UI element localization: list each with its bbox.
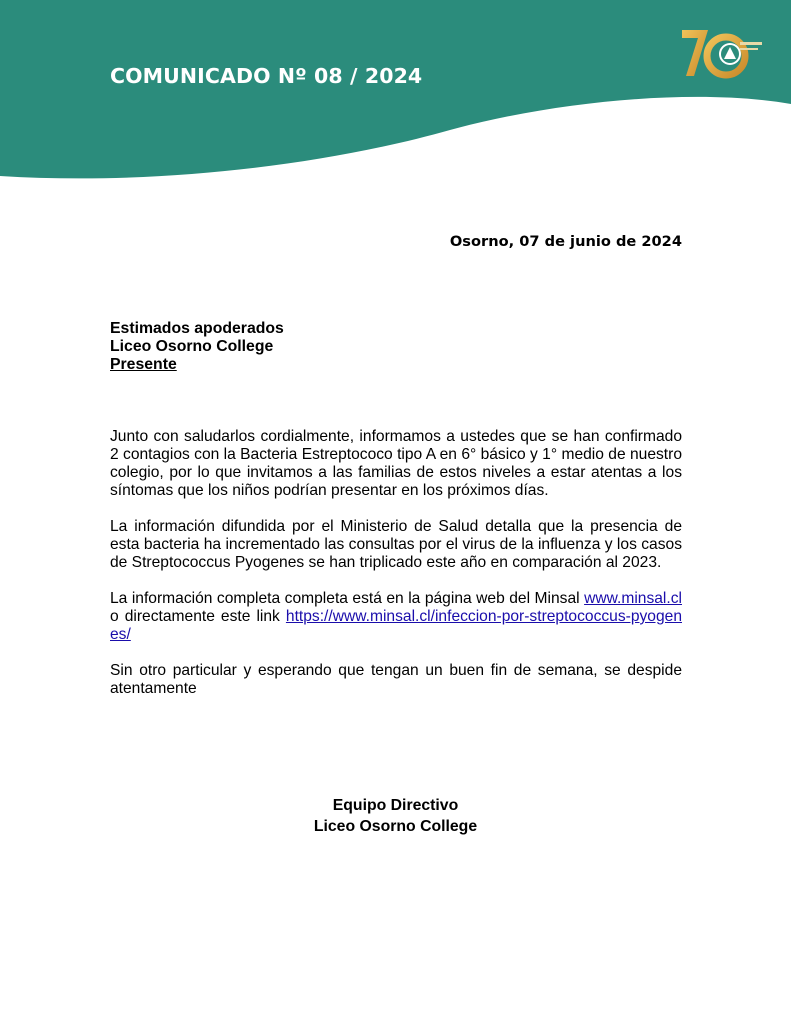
paragraph-1: Junto con saludarlos cordialmente, informamos a ustedes que se han confirmado 2 contagios con la Bacteria Estreptococo tipo A en 6° básico y 1° medio de nuestro colegio, por lo que invitamos a las familias de estos niveles a estar atentas a los síntomas que los niños podrían presentar en los próximos días. bbox=[110, 428, 682, 499]
header-banner bbox=[0, 0, 791, 190]
recipient-block bbox=[110, 320, 284, 374]
recipient-presente: Presente bbox=[110, 356, 177, 373]
paragraph-4: Sin otro particular y esperando que tengan un buen fin de semana, se despide atentamente bbox=[110, 662, 682, 697]
document-title: COMUNICADO Nº 08 / 2024 bbox=[110, 64, 423, 88]
anniversary-logo-icon bbox=[678, 24, 762, 82]
recipient-line: Estimados apoderados bbox=[110, 320, 284, 337]
paragraph-3-text-2: o directamente este link bbox=[110, 608, 286, 625]
paragraph-2: La información difundida por el Ministerio de Salud detalla que la presencia de esta bacteria ha incrementado las consultas por el virus de la influenza y los casos de Streptococcus Pyogenes se han triplicado este año en comparación al 2023. bbox=[110, 518, 682, 571]
signature-team: Equipo Directivo bbox=[332, 797, 459, 814]
recipient-school: Liceo Osorno College bbox=[110, 338, 274, 355]
letter-body bbox=[110, 428, 682, 716]
streptococcus-info-link[interactable]: https://www.minsal.cl/infeccion-por-streptococcus-pyogenes/ bbox=[110, 608, 682, 643]
paragraph-3 bbox=[110, 590, 682, 644]
document-date: Osorno, 07 de junio de 2024 bbox=[449, 233, 682, 250]
paragraph-3-text: La información completa completa está en la página web del Minsal bbox=[110, 590, 585, 607]
signature-school: Liceo Osorno College bbox=[313, 818, 478, 835]
signature-block bbox=[0, 795, 791, 837]
minsal-link[interactable]: www.minsal.cl bbox=[584, 590, 682, 607]
